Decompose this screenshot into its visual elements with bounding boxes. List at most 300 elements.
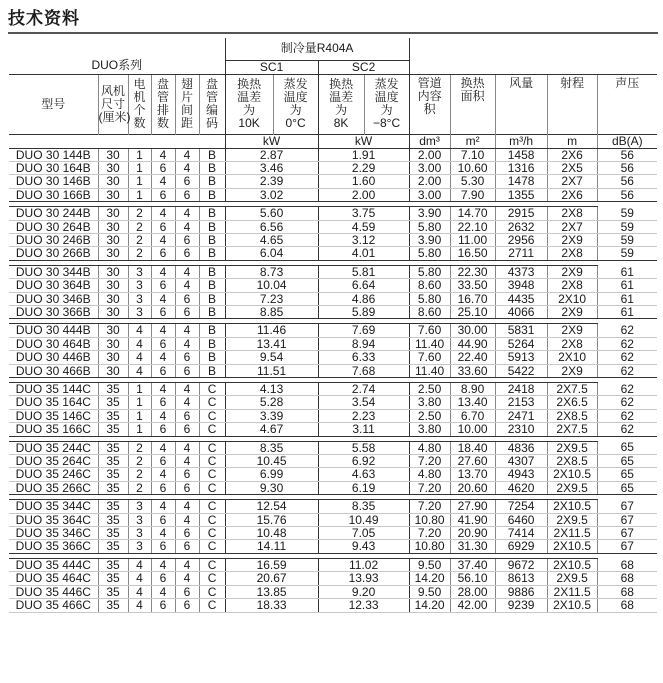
value-cell: 35 — [98, 455, 128, 468]
value-cell: 4 — [128, 599, 151, 612]
value-cell: 5.80 — [409, 265, 450, 278]
value-cell: 3 — [128, 500, 151, 513]
table-body — [9, 148, 657, 612]
value-cell: 3 — [128, 279, 151, 292]
value-cell: 62 — [597, 324, 657, 337]
value-cell: 7.69 — [318, 324, 409, 337]
value-cell: 2.87 — [225, 148, 318, 161]
value-cell: 3 — [128, 540, 151, 553]
value-cell: 10.45 — [225, 455, 318, 468]
value-cell: 16.70 — [450, 292, 495, 305]
value-cell: 56 — [597, 175, 657, 188]
table-row — [9, 396, 657, 409]
value-cell: 33.60 — [450, 364, 495, 377]
value-cell: 7254 — [495, 500, 547, 513]
value-cell: 4 — [175, 279, 199, 292]
value-cell: 4 — [128, 572, 151, 585]
value-cell: 42.00 — [450, 599, 495, 612]
value-cell: 16.50 — [450, 247, 495, 260]
value-cell: 9.30 — [225, 481, 318, 494]
value-cell: 7.05 — [318, 527, 409, 540]
value-cell: 4373 — [495, 265, 547, 278]
value-cell: 67 — [597, 540, 657, 553]
value-cell: 8.35 — [225, 441, 318, 454]
value-cell: 2.29 — [318, 161, 409, 174]
value-cell: 62 — [597, 409, 657, 422]
value-cell: 65 — [597, 441, 657, 454]
value-cell: 62 — [597, 351, 657, 364]
value-cell: C — [199, 383, 225, 396]
value-cell: 6.92 — [318, 455, 409, 468]
table-header — [9, 38, 657, 148]
value-cell: 68 — [597, 572, 657, 585]
value-cell: 5.89 — [318, 305, 409, 318]
value-cell: 3.02 — [225, 188, 318, 201]
value-cell: 2956 — [495, 233, 547, 246]
value-cell: 61 — [597, 279, 657, 292]
value-cell: B — [199, 279, 225, 292]
value-cell: 65 — [597, 468, 657, 481]
table-row — [9, 161, 657, 174]
value-cell: 7.68 — [318, 364, 409, 377]
value-cell: 6929 — [495, 540, 547, 553]
value-cell: 59 — [597, 233, 657, 246]
value-cell: 5.80 — [409, 292, 450, 305]
value-cell: 67 — [597, 500, 657, 513]
value-cell: 4 — [175, 500, 199, 513]
value-cell: B — [199, 364, 225, 377]
value-cell: 6 — [151, 337, 175, 350]
model-cell: DUO 35 164C — [9, 396, 98, 409]
value-cell: B — [199, 233, 225, 246]
value-cell: 4 — [151, 233, 175, 246]
value-cell: 4 — [175, 220, 199, 233]
value-cell: 2X6 — [547, 148, 597, 161]
model-cell: DUO 30 364B — [9, 279, 98, 292]
value-cell: 5264 — [495, 337, 547, 350]
value-cell: 4 — [151, 324, 175, 337]
value-cell: 35 — [98, 468, 128, 481]
model-cell: DUO 35 464C — [9, 572, 98, 585]
tube-rows-header: 盘 管 排 数 — [151, 74, 175, 134]
table-row — [9, 441, 657, 454]
value-cell: 8.90 — [450, 383, 495, 396]
value-cell: 2915 — [495, 207, 547, 220]
table-row — [9, 351, 657, 364]
value-cell: 44.90 — [450, 337, 495, 350]
value-cell: 6 — [151, 540, 175, 553]
value-cell: 11.40 — [409, 364, 450, 377]
value-cell: B — [199, 265, 225, 278]
model-cell: DUO 30 264B — [9, 220, 98, 233]
value-cell: 65 — [597, 481, 657, 494]
volume-unit: dm³ — [409, 134, 450, 148]
value-cell: 30 — [98, 207, 128, 220]
value-cell: 7414 — [495, 527, 547, 540]
value-cell: 9.50 — [409, 558, 450, 571]
value-cell: 6.04 — [225, 247, 318, 260]
value-cell: 5913 — [495, 351, 547, 364]
value-cell: 11.51 — [225, 364, 318, 377]
value-cell: 30 — [98, 305, 128, 318]
table-row — [9, 292, 657, 305]
value-cell: C — [199, 572, 225, 585]
value-cell: 4.86 — [318, 292, 409, 305]
value-cell: B — [199, 305, 225, 318]
value-cell: 2.23 — [318, 409, 409, 422]
airflow-header: 风量 — [495, 74, 547, 134]
value-cell: 2310 — [495, 423, 547, 436]
value-cell: 4 — [128, 324, 151, 337]
value-cell: 20.60 — [450, 481, 495, 494]
value-cell: 6 — [175, 409, 199, 422]
value-cell: 15.76 — [225, 513, 318, 526]
value-cell: B — [199, 351, 225, 364]
value-cell: 3 — [128, 305, 151, 318]
value-cell: 2X9 — [547, 265, 597, 278]
value-cell: 30 — [98, 324, 128, 337]
value-cell: 2.74 — [318, 383, 409, 396]
model-cell: DUO 35 144C — [9, 383, 98, 396]
value-cell: 4 — [128, 585, 151, 598]
value-cell: 30 — [98, 364, 128, 377]
value-cell: 25.10 — [450, 305, 495, 318]
value-cell: 2X8 — [547, 207, 597, 220]
table-row — [9, 175, 657, 188]
value-cell: 6 — [151, 247, 175, 260]
value-cell: 2X6.5 — [547, 396, 597, 409]
model-cell: DUO 35 444C — [9, 558, 98, 571]
value-cell: 6 — [151, 513, 175, 526]
table-row — [9, 468, 657, 481]
sc1-unit: kW — [225, 134, 318, 148]
value-cell: 35 — [98, 599, 128, 612]
value-cell: 7.20 — [409, 500, 450, 513]
value-cell: 14.20 — [409, 572, 450, 585]
value-cell: 4 — [151, 207, 175, 220]
value-cell: B — [199, 247, 225, 260]
value-cell: C — [199, 423, 225, 436]
model-cell: DUO 35 466C — [9, 599, 98, 612]
value-cell: 68 — [597, 558, 657, 571]
spec-table — [9, 38, 657, 613]
value-cell: 4 — [151, 409, 175, 422]
value-cell: 4836 — [495, 441, 547, 454]
model-cell: DUO 30 266B — [9, 247, 98, 260]
model-cell: DUO 30 244B — [9, 207, 98, 220]
value-cell: 6 — [151, 423, 175, 436]
value-cell: 2X10.5 — [547, 540, 597, 553]
value-cell: B — [199, 220, 225, 233]
value-cell: 4 — [175, 148, 199, 161]
value-cell: 10.04 — [225, 279, 318, 292]
value-cell: 33.50 — [450, 279, 495, 292]
value-cell: C — [199, 527, 225, 540]
value-cell: 2X7 — [547, 220, 597, 233]
value-cell: 3 — [128, 513, 151, 526]
value-cell: 4620 — [495, 481, 547, 494]
value-cell: 2X9 — [547, 364, 597, 377]
value-cell: 35 — [98, 396, 128, 409]
value-cell: 7.10 — [450, 148, 495, 161]
value-cell: 4 — [128, 364, 151, 377]
value-cell: 6 — [151, 220, 175, 233]
table-row — [9, 423, 657, 436]
table-row — [9, 409, 657, 422]
value-cell: 3.90 — [409, 207, 450, 220]
value-cell: C — [199, 455, 225, 468]
value-cell: B — [199, 337, 225, 350]
value-cell: 6 — [175, 481, 199, 494]
value-cell: 10.48 — [225, 527, 318, 540]
value-cell: 7.23 — [225, 292, 318, 305]
value-cell: 4 — [175, 396, 199, 409]
value-cell: 2X10.5 — [547, 468, 597, 481]
value-cell: 2 — [128, 455, 151, 468]
value-cell: 4 — [175, 207, 199, 220]
value-cell: 65 — [597, 455, 657, 468]
table-row — [9, 337, 657, 350]
value-cell: 6 — [151, 364, 175, 377]
value-cell: 2X9.5 — [547, 441, 597, 454]
value-cell: 8.60 — [409, 305, 450, 318]
value-cell: 6.19 — [318, 481, 409, 494]
value-cell: 2 — [128, 207, 151, 220]
value-cell: 4 — [175, 572, 199, 585]
value-cell: 4 — [151, 383, 175, 396]
model-cell: DUO 30 346B — [9, 292, 98, 305]
value-cell: 2X11.5 — [547, 585, 597, 598]
model-cell: DUO 30 146B — [9, 175, 98, 188]
value-cell: 2X5 — [547, 161, 597, 174]
value-cell: 5.58 — [318, 441, 409, 454]
value-cell: 35 — [98, 585, 128, 598]
sound-unit: dB(A) — [597, 134, 657, 148]
value-cell: 6 — [175, 247, 199, 260]
value-cell: 4.67 — [225, 423, 318, 436]
value-cell: 6 — [151, 396, 175, 409]
model-cell: DUO 35 344C — [9, 500, 98, 513]
value-cell: 2X6 — [547, 188, 597, 201]
value-cell: 35 — [98, 527, 128, 540]
value-cell: 4 — [175, 265, 199, 278]
value-cell: 2.50 — [409, 409, 450, 422]
value-cell: C — [199, 468, 225, 481]
value-cell: 7.60 — [409, 351, 450, 364]
value-cell: 30 — [98, 337, 128, 350]
value-cell: 6.99 — [225, 468, 318, 481]
value-cell: 62 — [597, 337, 657, 350]
value-cell: C — [199, 441, 225, 454]
value-cell: 41.90 — [450, 513, 495, 526]
value-cell: 2711 — [495, 247, 547, 260]
value-cell: 9.54 — [225, 351, 318, 364]
value-cell: B — [199, 324, 225, 337]
value-cell: 30 — [98, 188, 128, 201]
model-cell: DUO 30 164B — [9, 161, 98, 174]
value-cell: 4.13 — [225, 383, 318, 396]
value-cell: 35 — [98, 423, 128, 436]
value-cell: 2X10.5 — [547, 558, 597, 571]
value-cell: 2X11.5 — [547, 527, 597, 540]
value-cell: 59 — [597, 247, 657, 260]
value-cell: 6 — [151, 572, 175, 585]
value-cell: 4 — [151, 175, 175, 188]
value-cell: 2418 — [495, 383, 547, 396]
value-cell: 6 — [175, 351, 199, 364]
table-row — [9, 148, 657, 161]
value-cell: 2X8 — [547, 247, 597, 260]
sc1-evap-header: 蒸发 温度 为 0°C — [273, 74, 318, 134]
model-cell: DUO 30 446B — [9, 351, 98, 364]
value-cell: 4 — [151, 500, 175, 513]
value-cell: 11.00 — [450, 233, 495, 246]
model-cell: DUO 30 464B — [9, 337, 98, 350]
model-cell: DUO 35 246C — [9, 468, 98, 481]
table-row — [9, 207, 657, 220]
value-cell: 22.10 — [450, 220, 495, 233]
value-cell: 6460 — [495, 513, 547, 526]
model-cell: DUO 30 466B — [9, 364, 98, 377]
table-row — [9, 265, 657, 278]
sc1-label: SC1 — [225, 60, 318, 74]
value-cell: 8613 — [495, 572, 547, 585]
value-cell: B — [199, 207, 225, 220]
value-cell: 2X8 — [547, 337, 597, 350]
value-cell: 9672 — [495, 558, 547, 571]
sc2-unit: kW — [318, 134, 409, 148]
value-cell: 2X9 — [547, 233, 597, 246]
table-row — [9, 364, 657, 377]
value-cell: 6 — [151, 305, 175, 318]
value-cell: 2.39 — [225, 175, 318, 188]
title-divider — [8, 32, 658, 34]
value-cell: 2 — [128, 247, 151, 260]
value-cell: 7.60 — [409, 324, 450, 337]
value-cell: 2X9 — [547, 324, 597, 337]
value-cell: 6.70 — [450, 409, 495, 422]
model-cell: DUO 35 166C — [9, 423, 98, 436]
value-cell: 4307 — [495, 455, 547, 468]
value-cell: B — [199, 188, 225, 201]
value-cell: 10.80 — [409, 513, 450, 526]
value-cell: 59 — [597, 220, 657, 233]
value-cell: C — [199, 540, 225, 553]
value-cell: 1.60 — [318, 175, 409, 188]
value-cell: 2632 — [495, 220, 547, 233]
value-cell: 1 — [128, 175, 151, 188]
value-cell: 3.75 — [318, 207, 409, 220]
value-cell: 1 — [128, 409, 151, 422]
table-row — [9, 599, 657, 612]
value-cell: 7.20 — [409, 455, 450, 468]
value-cell: 4 — [175, 324, 199, 337]
value-cell: 35 — [98, 441, 128, 454]
value-cell: 2153 — [495, 396, 547, 409]
table-row — [9, 527, 657, 540]
value-cell: 2X7.5 — [547, 423, 597, 436]
value-cell: 5.30 — [450, 175, 495, 188]
value-cell: 62 — [597, 396, 657, 409]
value-cell: 27.90 — [450, 500, 495, 513]
value-cell: 3.46 — [225, 161, 318, 174]
value-cell: 6 — [151, 599, 175, 612]
value-cell: 12.33 — [318, 599, 409, 612]
value-cell: 11.40 — [409, 337, 450, 350]
area-unit: m² — [450, 134, 495, 148]
value-cell: 2 — [128, 468, 151, 481]
value-cell: 3.00 — [409, 188, 450, 201]
value-cell: 12.54 — [225, 500, 318, 513]
value-cell: C — [199, 558, 225, 571]
sc1-delta-header: 换热 温差 为 10K — [225, 74, 273, 134]
value-cell: 2 — [128, 233, 151, 246]
value-cell: 35 — [98, 481, 128, 494]
value-cell: 7.20 — [409, 481, 450, 494]
value-cell: 9886 — [495, 585, 547, 598]
value-cell: 2X10 — [547, 351, 597, 364]
value-cell: 2X8.5 — [547, 409, 597, 422]
value-cell: 30 — [98, 220, 128, 233]
value-cell: 30 — [98, 292, 128, 305]
table-row — [9, 500, 657, 513]
value-cell: 4.01 — [318, 247, 409, 260]
value-cell: 6 — [175, 423, 199, 436]
value-cell: 22.30 — [450, 265, 495, 278]
value-cell: 4.80 — [409, 441, 450, 454]
value-cell: 9239 — [495, 599, 547, 612]
sc2-label: SC2 — [318, 60, 409, 74]
value-cell: 3.11 — [318, 423, 409, 436]
value-cell: 30 — [98, 175, 128, 188]
model-cell: DUO 35 446C — [9, 585, 98, 598]
tube-volume-header: 管道 内容 积 — [409, 74, 450, 134]
units-row — [9, 134, 657, 148]
value-cell: 62 — [597, 364, 657, 377]
value-cell: 35 — [98, 572, 128, 585]
table-row — [9, 481, 657, 494]
fan-size-header: 风机 尺寸 (厘米) — [98, 74, 128, 134]
value-cell: 62 — [597, 423, 657, 436]
value-cell: C — [199, 409, 225, 422]
value-cell: 5.60 — [225, 207, 318, 220]
value-cell: 30 — [98, 233, 128, 246]
table-row — [9, 513, 657, 526]
value-cell: 2.00 — [409, 175, 450, 188]
value-cell: 5.80 — [409, 247, 450, 260]
value-cell: B — [199, 292, 225, 305]
value-cell: C — [199, 585, 225, 598]
value-cell: 16.59 — [225, 558, 318, 571]
value-cell: 3.80 — [409, 423, 450, 436]
model-cell: DUO 30 166B — [9, 188, 98, 201]
value-cell: 4 — [151, 585, 175, 598]
model-header: 型号 — [9, 74, 98, 134]
model-cell: DUO 30 444B — [9, 324, 98, 337]
value-cell: 1 — [128, 161, 151, 174]
value-cell: 3.80 — [409, 396, 450, 409]
table-row — [9, 540, 657, 553]
value-cell: 2X7.5 — [547, 383, 597, 396]
value-cell: 4 — [175, 558, 199, 571]
value-cell: 13.70 — [450, 468, 495, 481]
value-cell: 7.90 — [450, 188, 495, 201]
value-cell: 4.63 — [318, 468, 409, 481]
value-cell: 5422 — [495, 364, 547, 377]
value-cell: 30 — [98, 161, 128, 174]
value-cell: 1 — [128, 188, 151, 201]
value-cell: 61 — [597, 265, 657, 278]
